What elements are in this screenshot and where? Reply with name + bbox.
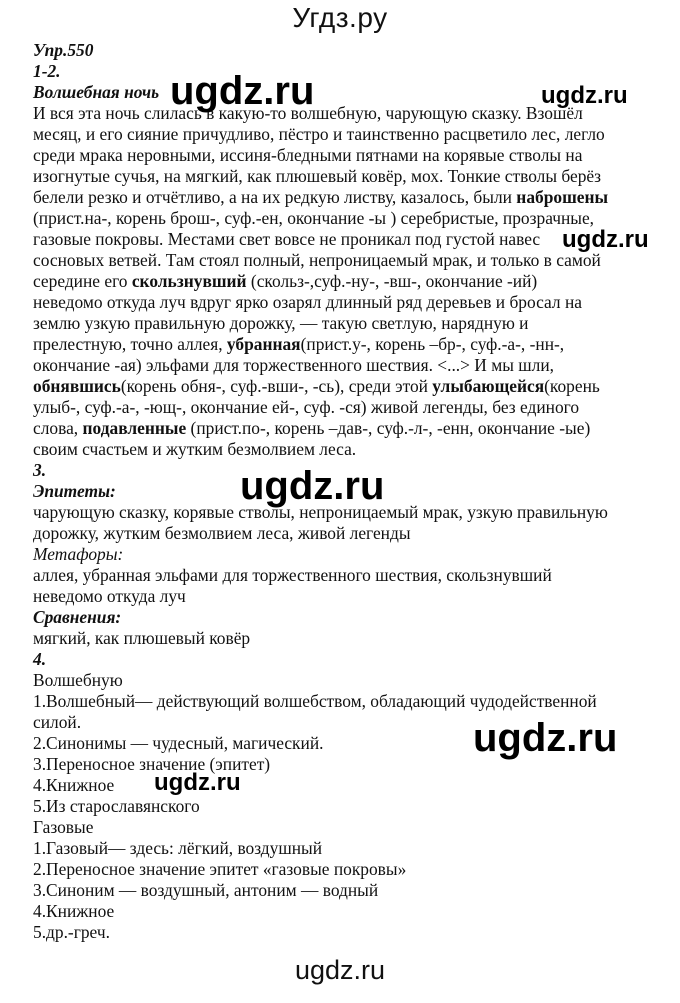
- text-line: землю узкую правильную дорожку, — такую светлую, нарядную и: [33, 313, 529, 333]
- analyzed-word: обнявшись: [33, 376, 121, 396]
- text-line: (прист.на-, корень брош-, суф.-ен, окончание -ы ) серебристые, прозрачные,: [33, 208, 595, 228]
- text-segment: (скольз-,суф.-ну-, -вш-, окончание -ий): [246, 271, 538, 291]
- text-line: И вся эта ночь слилась в какую-то волшебную, чарующую сказку. Взошёл: [33, 103, 583, 123]
- epithets-label: Эпитеты:: [33, 481, 116, 501]
- text-line: [33, 271, 653, 292]
- watermark: ugdz.ru: [473, 716, 618, 760]
- text-segment: (прист.у-, корень –бр-, суф.-а-, -нн-,: [300, 334, 565, 354]
- word-analysis-line: 2.Синонимы — чудесный, магический.: [33, 733, 324, 753]
- metaphors-line: неведомо откуда луч: [33, 586, 186, 606]
- text-segment: (прист.по-, корень –дав-, суф.-л-, -енн, окончание -ые): [186, 418, 591, 438]
- text-line: окончание -ая) эльфами для торжественного шествия. <...> И мы шли,: [33, 355, 554, 375]
- text-line: сосновых ветвей. Там стоял полный, непроницаемый мрак, и только в самой: [33, 250, 601, 270]
- word-title: Волшебную: [33, 670, 123, 690]
- site-footer: ugdz.ru: [294, 955, 386, 985]
- watermark: ugdz.ru: [541, 82, 628, 109]
- text-line: [33, 418, 653, 439]
- text-segment: слова,: [33, 418, 83, 438]
- watermark: ugdz.ru: [170, 69, 315, 113]
- text-segment: (корень обня-, суф.-вши-, -сь), среди этой: [120, 376, 433, 396]
- word-analysis-line: 4.Книжное: [33, 775, 115, 795]
- comparisons-line: мягкий, как плюшевый ковёр: [33, 628, 251, 648]
- analyzed-word: улыбающейся: [432, 376, 545, 396]
- word-analysis-line: 5.др.-греч.: [33, 922, 110, 942]
- text-line: изогнутые сучья, на мягкий, как плюшевый ковёр, мох. Тонкие стволы берёз: [33, 166, 602, 186]
- metaphors-line: аллея, убранная эльфами для торжественного шествия, скользнувший: [33, 565, 552, 585]
- analyzed-word: убранная: [226, 334, 301, 354]
- word-analysis-line: 3.Переносное значение (эпитет): [33, 754, 271, 774]
- word-analysis-line: 5.Из старославянского: [33, 796, 200, 816]
- text-segment: середине его: [33, 271, 132, 291]
- text-segment: (корень: [544, 376, 600, 396]
- part-heading-3: 3.: [33, 460, 47, 480]
- text-line: [33, 376, 653, 397]
- text-title: Волшебная ночь: [33, 82, 160, 102]
- text-line: месяц, и его сияние причудливо, пёстро и таинственно расцветило лес, легло: [33, 124, 605, 144]
- watermark: ugdz.ru: [562, 226, 649, 253]
- exercise-number: Упр.550: [33, 40, 94, 60]
- text-segment: прелестную, точно аллея,: [33, 334, 227, 354]
- text-line: своим счастьем и жутким безмолвием леса.: [33, 439, 357, 459]
- part-heading-1-2: 1-2.: [33, 61, 61, 81]
- epithets-line: дорожку, жутким безмолвием леса, живой легенды: [33, 523, 411, 543]
- watermark: ugdz.ru: [154, 769, 241, 796]
- word-analysis-line: 1.Газовый— здесь: лёгкий, воздушный: [33, 838, 323, 858]
- analyzed-word: наброшены: [516, 187, 609, 207]
- site-header: Угдз.ру: [292, 2, 388, 33]
- word-analysis-line: силой.: [33, 712, 82, 732]
- analyzed-word: подавленные: [82, 418, 187, 438]
- word-analysis-line: 1.Волшебный— действующий волшебством, обладающий чудодейственной: [33, 691, 597, 711]
- epithets-line: чарующую сказку, корявые стволы, непроницаемый мрак, узкую правильную: [33, 502, 608, 522]
- word-analysis-line: 2.Переносное значение эпитет «газовые покровы»: [33, 859, 407, 879]
- part-heading-4: 4.: [33, 649, 47, 669]
- word-title: Газовые: [33, 817, 94, 837]
- analyzed-word: скользнувший: [131, 271, 247, 291]
- text-line: неведомо откуда луч вдруг ярко озарял длинный ряд деревьев и бросал на: [33, 292, 582, 312]
- metaphors-label: Метафоры:: [33, 544, 124, 564]
- watermark: ugdz.ru: [240, 464, 385, 508]
- text-segment: белели резко и отчётливо, а на их редкую листву, казалось, были: [33, 187, 517, 207]
- text-line: среди мрака неровными, иссиня-бледными пятнами на корявые стволы на: [33, 145, 583, 165]
- text-line: [33, 334, 653, 355]
- comparisons-label: Сравнения:: [33, 607, 122, 627]
- text-line: газовые покровы. Местами свет вовсе не проникал под густой навес: [33, 229, 541, 249]
- word-analysis-line: 4.Книжное: [33, 901, 115, 921]
- word-analysis-line: 3.Синоним — воздушный, антоним — водный: [33, 880, 379, 900]
- text-line: [33, 187, 653, 208]
- text-line: улыб-, суф.-а-, -ющ-, окончание ей-, суф. -ся) живой легенды, без единого: [33, 397, 580, 417]
